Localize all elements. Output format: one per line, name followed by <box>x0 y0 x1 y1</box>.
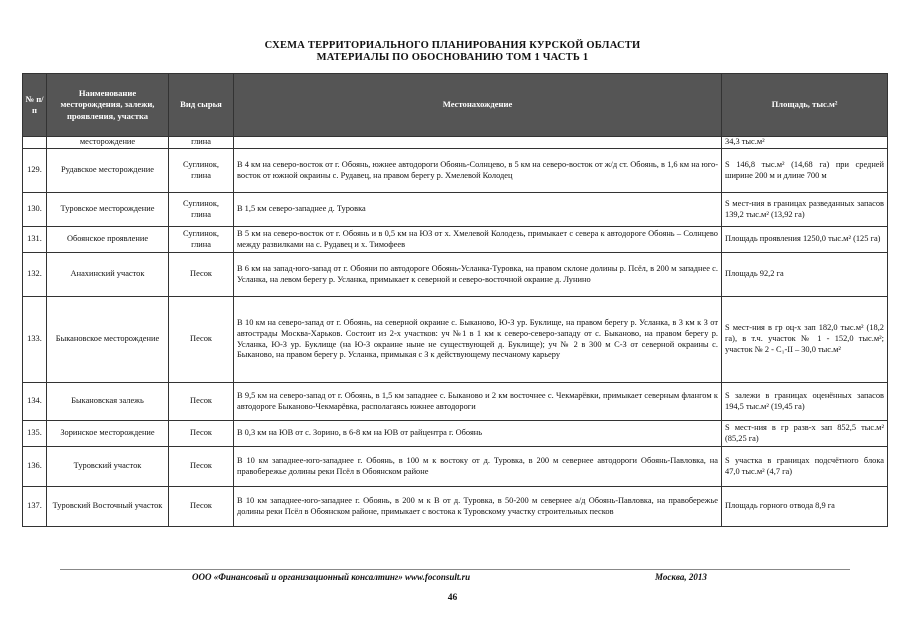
table-row <box>23 297 888 383</box>
document-subtitle: МАТЕРИАЛЫ ПО ОБОСНОВАНИЮ ТОМ 1 ЧАСТЬ 1 <box>316 52 589 63</box>
column-header-num: № п/п <box>23 74 47 137</box>
page-number: 46 <box>447 593 458 603</box>
footer-divider <box>60 569 850 570</box>
column-header-location: Местонахождение <box>234 74 722 137</box>
cell-type: Песок <box>169 421 234 447</box>
cell-area: S 146,8 тыс.м² (14,68 га) при средней ширине 200 м и длине 700 м <box>722 149 888 193</box>
cell-name: Обоянское проявление <box>47 227 169 253</box>
footer-company: ООО «Финансовый и организационный консалтинг» www.foconsult.ru <box>192 572 471 582</box>
cell-location: В 6 км на запад-юго-запад от г. Обояни по автодороге Обоянь-Усланка-Туровка, на правом склоне долины р. Псёл, в 200 м западнее с. Усланка, на левом берегу р. Усланка, примыкает к северной и северо-восточной окраине д. Лунино <box>234 253 722 297</box>
table-row <box>23 193 888 227</box>
cell-area: S мест-ния в гр оц-х зап 182,0 тыс.м² (18,2 га), в т.ч. участок № 1 - 152,0 тыс.м²; участок № 2 - С₁-II – 30,0 тыс.м² <box>722 297 888 383</box>
cell-name: Быкановская залежь <box>47 383 169 421</box>
cell-area: S мест-ния в гр разв-х зап 852,5 тыс.м² (85,25 га) <box>722 421 888 447</box>
cell-area: S мест-ния в границах разведанных запасов 139,2 тыс.м² (13,92 га) <box>722 193 888 227</box>
cell-num: 133. <box>23 297 47 383</box>
table-row <box>23 383 888 421</box>
cell-num <box>23 137 47 149</box>
cell-num: 136. <box>23 447 47 487</box>
column-header-area: Площадь, тыс.м² <box>722 74 888 137</box>
table-row <box>23 253 888 297</box>
cell-name: Рудавское месторождение <box>47 149 169 193</box>
cell-name: Быкановское месторождение <box>47 297 169 383</box>
table-row <box>23 421 888 447</box>
table-row-carryover <box>23 137 888 149</box>
cell-area: Площадь 92,2 га <box>722 253 888 297</box>
document-title: СХЕМА ТЕРРИТОРИАЛЬНОГО ПЛАНИРОВАНИЯ КУРСКОЙ ОБЛАСТИ <box>264 40 641 51</box>
cell-location: В 10 км на северо-запад от г. Обоянь, на северной окраине с. Быканово, Ю-З ур. Буклище, на правом берегу р. Усланка, в 3 км к З от автострады Москва-Харьков. Состоит из 2-х участков: уч №1 в 1 км к северо-северо-западу от с. Быканово, на правом берегу р. Усланка, Ю-З ур. Буклище (на Ю-З окраине ныне не существующей д. Буклище); уч № 2 в 300 м С-З от северной окраины с. Быканово, на правом берегу р. Усланка, примыкая с З к действующему песчаному карьеру <box>234 297 722 383</box>
cell-type: Песок <box>169 383 234 421</box>
cell-name: Анахинский участок <box>47 253 169 297</box>
cell-name: Туровское месторождение <box>47 193 169 227</box>
table-row <box>23 447 888 487</box>
cell-type: глина <box>169 137 234 149</box>
column-header-type: Вид сырья <box>169 74 234 137</box>
cell-location: В 10 км западнее-юго-западнее г. Обоянь, в 200 м к В от д. Туровка, в 50-200 м севернее а/д Обоянь-Павловка, на правобережье долины реки Псёл в Обоянском районе, примыкает с востока к Туровскому участку строительных песков <box>234 487 722 527</box>
cell-num: 129. <box>23 149 47 193</box>
cell-area: S залежи в границах оценённых запасов 194,5 тыс.м² (19,45 га) <box>722 383 888 421</box>
cell-type: Суглинок, глина <box>169 193 234 227</box>
cell-area: Площадь проявления 1250,0 тыс.м² (125 га) <box>722 227 888 253</box>
cell-num: 130. <box>23 193 47 227</box>
cell-num: 131. <box>23 227 47 253</box>
table-row <box>23 487 888 527</box>
cell-num: 134. <box>23 383 47 421</box>
cell-name: Туровский участок <box>47 447 169 487</box>
cell-location <box>234 137 722 149</box>
cell-name: месторождение <box>47 137 169 149</box>
cell-type: Суглинок, глина <box>169 149 234 193</box>
footer-place-year: Москва, 2013 <box>655 572 707 582</box>
table-row <box>23 227 888 253</box>
cell-type: Песок <box>169 487 234 527</box>
cell-location: В 0,3 км на ЮВ от с. Зорино, в 6-8 км на ЮВ от райцентра г. Обоянь <box>234 421 722 447</box>
cell-type: Песок <box>169 253 234 297</box>
cell-num: 132. <box>23 253 47 297</box>
cell-type: Песок <box>169 297 234 383</box>
cell-location: В 9,5 км на северо-запад от г. Обоянь, в 1,5 км западнее с. Быканово и 2 км восточнее с. Чекмарёвки, примыкает северным флангом к автодороге Быканово-Чекмарёвка, располагаясь южнее автодороги <box>234 383 722 421</box>
cell-type: Песок <box>169 447 234 487</box>
cell-num: 137. <box>23 487 47 527</box>
cell-area: 34,3 тыс.м² <box>722 137 888 149</box>
cell-type: Суглинок, глина <box>169 227 234 253</box>
cell-name: Туровский Восточный участок <box>47 487 169 527</box>
cell-name: Зоринское месторождение <box>47 421 169 447</box>
column-header-name: Наименование месторождения, залежи, проявления, участка <box>47 74 169 137</box>
cell-area: Площадь горного отвода 8,9 га <box>722 487 888 527</box>
cell-area: S участка в границах подсчётного блока 47,0 тыс.м² (4,7 га) <box>722 447 888 487</box>
table-row <box>23 149 888 193</box>
cell-location: В 5 км на северо-восток от г. Обоянь и в 0,5 км на ЮЗ от х. Хмелевой Колодезь, примыкает с севера к автодороге Обоянь – Солнцево между развилками на с. Рудавец и х. Тимофеев <box>234 227 722 253</box>
deposits-table <box>22 73 888 527</box>
table-header-row <box>23 74 888 137</box>
cell-num: 135. <box>23 421 47 447</box>
cell-location: В 4 км на северо-восток от г. Обоянь, южнее автодороги Обоянь-Солнцево, в 5 км на северо-восток от ж/д ст. Обоянь, в 1,6 км на юго-восток от южной окраины с. Рудавец, на правом берегу р. Хмелевой Колодец <box>234 149 722 193</box>
cell-location: В 1,5 км северо-западнее д. Туровка <box>234 193 722 227</box>
cell-location: В 10 км западнее-юго-западнее г. Обоянь, в 100 м к востоку от д. Туровка, в 200 м севернее автодороги Обоянь-Павловка, на правобережье долины реки Псёл в Обоянском районе <box>234 447 722 487</box>
